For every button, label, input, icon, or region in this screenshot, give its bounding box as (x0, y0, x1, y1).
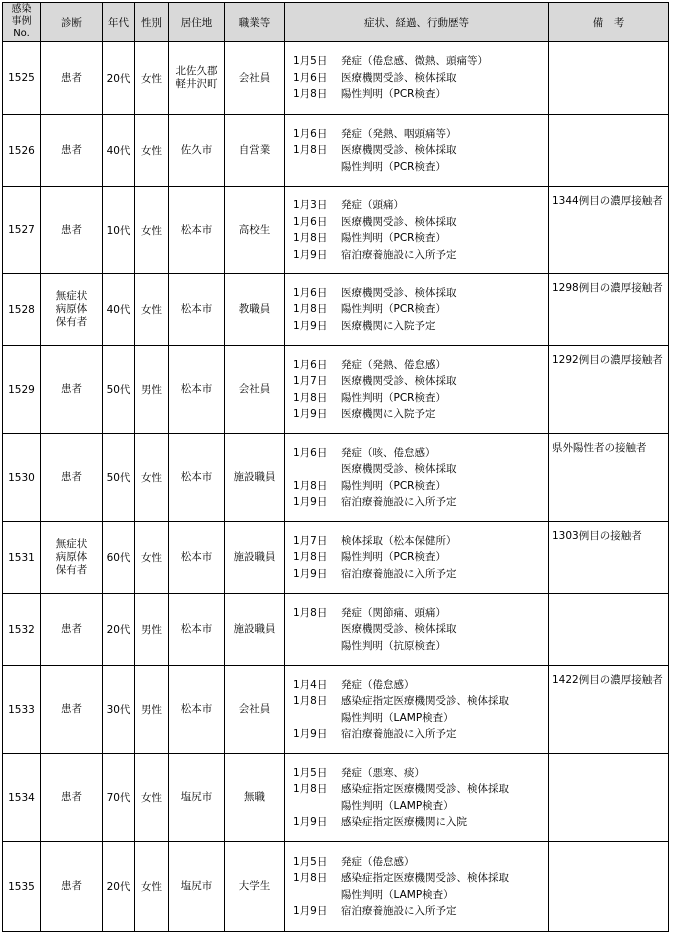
occupation-cell: 高校生 (225, 187, 285, 274)
residence-cell (169, 842, 225, 932)
event-date: 1月7日 (293, 534, 328, 547)
course-event (293, 461, 548, 478)
course-event (293, 854, 548, 871)
case-no-cell: 1534 (3, 754, 41, 842)
event-text: 陽性判明（PCR検査） (341, 551, 446, 564)
occupation-cell: 会社員 (225, 666, 285, 754)
case-no-cell: 1535 (3, 842, 41, 932)
header-occupation: 職業等 (225, 3, 285, 42)
case-no-cell: 1525 (3, 42, 41, 115)
diagnosis-line: 患者 (61, 223, 82, 236)
course-event (293, 549, 548, 566)
diagnosis-cell (41, 115, 103, 187)
occupation-cell: 教職員 (225, 274, 285, 346)
diagnosis-line: 病原体 (55, 551, 88, 563)
residence-line: 松本市 (180, 303, 213, 315)
notes-cell: 1292例目の濃厚接触者 (549, 346, 669, 434)
event-text: 医療機関受診、検体採取 (341, 144, 457, 157)
event-text: 発症（頭痛） (341, 199, 404, 211)
diagnosis-line: 患者 (61, 880, 82, 892)
course-cell (285, 115, 549, 187)
table-row (3, 522, 669, 594)
course-event (293, 247, 548, 264)
table-row (3, 274, 669, 346)
course-event (293, 621, 548, 638)
age-cell: 20代 (103, 842, 135, 932)
notes-cell (549, 754, 669, 842)
event-text: 宿泊療養施設に入所予定 (341, 728, 457, 740)
course-event (293, 677, 548, 694)
age-cell: 30代 (103, 666, 135, 754)
event-date (293, 798, 341, 815)
notes-cell (549, 594, 669, 666)
diagnosis-cell (41, 594, 103, 666)
notes-cell: 県外陽性者の接触者 (549, 434, 669, 522)
sex-cell: 女性 (135, 115, 169, 187)
event-date (293, 887, 341, 904)
age-cell: 70代 (103, 754, 135, 842)
event-date (293, 159, 341, 176)
age-cell: 40代 (103, 115, 135, 187)
age-cell: 20代 (103, 594, 135, 666)
event-text: 発症（発熱、倦怠感） (341, 358, 446, 371)
residence-line: 松本市 (180, 623, 213, 635)
notes-cell (549, 115, 669, 187)
event-text: 発症（咳、倦怠感） (341, 446, 436, 459)
event-date: 1月6日 (293, 127, 328, 140)
header-case-no-line: No. (13, 28, 30, 39)
case-no-cell: 1533 (3, 666, 41, 754)
sex-cell: 男性 (135, 666, 169, 754)
table-row (3, 594, 669, 666)
course-event (293, 605, 548, 622)
event-date: 1月9日 (293, 905, 328, 917)
event-text: 陽性判明（PCR検査） (341, 232, 446, 244)
header-residence: 居住地 (169, 3, 225, 42)
event-date: 1月8日 (293, 144, 328, 157)
event-text: 発症（関節痛、頭痛） (341, 606, 446, 619)
age-cell: 40代 (103, 274, 135, 346)
diagnosis-line: 無症状 (55, 538, 88, 550)
event-date: 1月3日 (293, 199, 328, 211)
sex-cell: 女性 (135, 187, 169, 274)
event-text: 陽性判明（LAMP検査） (341, 799, 454, 812)
residence-cell (169, 274, 225, 346)
header-sex: 性別 (135, 3, 169, 42)
sex-cell: 女性 (135, 434, 169, 522)
event-date: 1月4日 (293, 678, 328, 691)
event-date: 1月5日 (293, 55, 328, 68)
event-date: 1月8日 (293, 783, 328, 795)
course-event (293, 230, 548, 247)
event-text: 陽性判明（PCR検査） (341, 303, 446, 316)
diagnosis-cell (41, 42, 103, 115)
diagnosis-line: 保有者 (55, 316, 88, 328)
diagnosis-line: 患者 (61, 623, 82, 635)
residence-cell (169, 346, 225, 434)
occupation-cell: 施設職員 (225, 434, 285, 522)
course-event (293, 781, 548, 798)
course-cell (285, 522, 549, 594)
course-event (293, 814, 548, 831)
event-date: 1月6日 (293, 71, 328, 84)
event-date: 1月9日 (293, 248, 328, 261)
course-cell (285, 346, 549, 434)
header-case-no (3, 3, 41, 42)
course-event (293, 445, 548, 462)
diagnosis-line: 無症状 (55, 290, 88, 302)
event-date (293, 710, 341, 727)
course-cell (285, 754, 549, 842)
case-table (2, 2, 669, 932)
event-text: 陽性判明（LAMP検査） (341, 711, 454, 724)
age-cell: 10代 (103, 187, 135, 274)
residence-cell (169, 434, 225, 522)
event-date: 1月8日 (293, 551, 328, 564)
course-event (293, 870, 548, 887)
event-date: 1月6日 (293, 286, 328, 299)
diagnosis-line: 患者 (61, 471, 82, 483)
course-event (293, 390, 548, 407)
age-cell: 50代 (103, 346, 135, 434)
event-date: 1月5日 (293, 766, 328, 779)
case-no-cell: 1528 (3, 274, 41, 346)
header-age: 年代 (103, 3, 135, 42)
event-date: 1月5日 (293, 855, 328, 868)
table-row (3, 434, 669, 522)
course-cell (285, 434, 549, 522)
event-date: 1月9日 (293, 319, 328, 332)
residence-cell (169, 42, 225, 115)
sex-cell: 女性 (135, 42, 169, 115)
course-event (293, 406, 548, 423)
event-text: 医療機関受診、検体採取 (341, 215, 457, 228)
diagnosis-cell (41, 842, 103, 932)
event-text: 発症（倦怠感、微熱、頭痛等） (341, 55, 488, 68)
occupation-cell: 自営業 (225, 115, 285, 187)
event-text: 宿泊療養施設に入所予定 (341, 248, 457, 261)
diagnosis-cell (41, 666, 103, 754)
course-cell (285, 187, 549, 274)
diagnosis-line: 患者 (61, 791, 82, 803)
event-text: 陽性判明（PCR検査） (341, 160, 446, 173)
residence-line: 北佐久郡 (175, 65, 218, 77)
notes-cell (549, 42, 669, 115)
case-no-cell: 1529 (3, 346, 41, 434)
event-date (293, 638, 341, 655)
event-text: 発症（悪寒、痰） (341, 766, 425, 779)
notes-cell: 1298例目の濃厚接触者 (549, 274, 669, 346)
residence-cell (169, 666, 225, 754)
sex-cell: 女性 (135, 754, 169, 842)
course-event (293, 53, 548, 70)
course-event (293, 765, 548, 782)
event-date: 1月7日 (293, 375, 328, 387)
event-text: 医療機関受診、検体採取 (341, 463, 457, 475)
notes-cell (549, 842, 669, 932)
diagnosis-cell (41, 346, 103, 434)
course-event (293, 798, 548, 815)
course-event (293, 301, 548, 318)
event-text: 陽性判明（抗原検査） (341, 639, 446, 652)
table-row (3, 346, 669, 434)
case-no-cell: 1532 (3, 594, 41, 666)
course-event (293, 710, 548, 727)
event-date: 1月8日 (293, 88, 328, 101)
occupation-cell: 施設職員 (225, 522, 285, 594)
header-case-no-line: 事例 (11, 16, 32, 27)
event-text: 医療機関に入院予定 (341, 408, 436, 420)
occupation-cell: 施設職員 (225, 594, 285, 666)
residence-line: 軽井沢町 (175, 78, 218, 90)
course-event (293, 693, 548, 710)
residence-cell (169, 754, 225, 842)
course-event (293, 126, 548, 143)
case-no-cell: 1531 (3, 522, 41, 594)
event-date: 1月6日 (293, 215, 328, 228)
notes-cell: 1344例目の濃厚接触者 (549, 187, 669, 274)
diagnosis-cell (41, 274, 103, 346)
table-row (3, 666, 669, 754)
event-date: 1月8日 (293, 303, 328, 316)
course-event (293, 887, 548, 904)
sex-cell: 女性 (135, 842, 169, 932)
event-text: 感染症指定医療機関に入院 (341, 816, 467, 828)
course-event (293, 285, 548, 302)
event-text: 感染症指定医療機関受診、検体採取 (341, 872, 509, 884)
notes-cell: 1422例目の濃厚接触者 (549, 666, 669, 754)
diagnosis-cell (41, 434, 103, 522)
event-date: 1月8日 (293, 391, 328, 404)
case-no-cell: 1527 (3, 187, 41, 274)
event-text: 陽性判明（PCR検査） (341, 391, 446, 404)
course-event (293, 159, 548, 176)
case-no-cell: 1530 (3, 434, 41, 522)
occupation-cell: 会社員 (225, 42, 285, 115)
residence-line: 塩尻市 (180, 880, 213, 892)
sex-cell: 男性 (135, 594, 169, 666)
residence-line: 松本市 (180, 223, 213, 236)
case-no-cell: 1526 (3, 115, 41, 187)
diagnosis-line: 患者 (61, 71, 82, 84)
course-event (293, 70, 548, 87)
event-text: 医療機関受診、検体採取 (341, 623, 457, 636)
header-course: 症状、経過、行動歴等 (285, 3, 549, 42)
header-case-no-line: 感染 (11, 4, 32, 15)
course-cell (285, 274, 549, 346)
event-date (293, 621, 341, 638)
diagnosis-line: 患者 (61, 383, 82, 395)
event-date: 1月9日 (293, 567, 328, 580)
event-text: 発症（倦怠感） (341, 855, 415, 868)
course-event (293, 142, 548, 159)
event-date (293, 461, 341, 478)
residence-line: 松本市 (180, 383, 213, 395)
event-date: 1月8日 (293, 872, 328, 884)
header-notes: 備 考 (549, 3, 669, 42)
event-text: 陽性判明（PCR検査） (341, 479, 446, 492)
table-row (3, 115, 669, 187)
event-text: 医療機関受診、検体採取 (341, 71, 457, 84)
course-cell (285, 42, 549, 115)
event-text: 発症（倦怠感） (341, 678, 415, 691)
event-text: 宿泊療養施設に入所予定 (341, 905, 457, 917)
course-cell (285, 842, 549, 932)
residence-cell (169, 522, 225, 594)
diagnosis-line: 患者 (61, 144, 82, 156)
course-event (293, 478, 548, 495)
age-cell: 60代 (103, 522, 135, 594)
course-event (293, 903, 548, 920)
occupation-cell: 会社員 (225, 346, 285, 434)
event-date: 1月6日 (293, 446, 328, 459)
header-row (3, 3, 669, 42)
event-date: 1月8日 (293, 695, 328, 707)
event-text: 宿泊療養施設に入所予定 (341, 567, 457, 580)
event-text: 医療機関受診、検体採取 (341, 286, 457, 299)
event-text: 陽性判明（PCR検査） (341, 88, 446, 101)
event-text: 感染症指定医療機関受診、検体採取 (341, 783, 509, 795)
event-date: 1月9日 (293, 408, 328, 420)
notes-cell: 1303例目の接触者 (549, 522, 669, 594)
table-row (3, 754, 669, 842)
occupation-cell: 大学生 (225, 842, 285, 932)
header-diagnosis: 診断 (41, 3, 103, 42)
table-row (3, 187, 669, 274)
residence-line: 松本市 (180, 703, 213, 715)
occupation-cell: 無職 (225, 754, 285, 842)
course-event (293, 86, 548, 103)
event-date: 1月8日 (293, 232, 328, 244)
course-event (293, 197, 548, 214)
diagnosis-cell (41, 754, 103, 842)
event-date: 1月8日 (293, 606, 328, 619)
residence-line: 塩尻市 (180, 791, 213, 803)
residence-line: 松本市 (180, 471, 213, 483)
diagnosis-cell (41, 187, 103, 274)
course-cell (285, 594, 549, 666)
sex-cell: 男性 (135, 346, 169, 434)
residence-line: 松本市 (180, 551, 213, 563)
residence-cell (169, 594, 225, 666)
sex-cell: 女性 (135, 522, 169, 594)
diagnosis-cell (41, 522, 103, 594)
course-event (293, 214, 548, 231)
event-date: 1月8日 (293, 479, 328, 492)
age-cell: 50代 (103, 434, 135, 522)
event-text: 検体採取（松本保健所） (341, 534, 457, 547)
event-text: 陽性判明（LAMP検査） (341, 888, 454, 901)
event-text: 医療機関受診、検体採取 (341, 375, 457, 387)
diagnosis-line: 病原体 (55, 303, 88, 315)
diagnosis-line: 患者 (61, 703, 82, 715)
diagnosis-line: 保有者 (55, 564, 88, 576)
age-cell: 20代 (103, 42, 135, 115)
table-row (3, 42, 669, 115)
event-date: 1月6日 (293, 358, 328, 371)
event-date: 1月9日 (293, 496, 328, 508)
event-date: 1月9日 (293, 728, 328, 740)
course-event (293, 318, 548, 335)
course-event (293, 357, 548, 374)
course-event (293, 533, 548, 550)
course-event (293, 494, 548, 511)
course-event (293, 566, 548, 583)
course-event (293, 638, 548, 655)
residence-cell (169, 115, 225, 187)
residence-cell (169, 187, 225, 274)
event-text: 感染症指定医療機関受診、検体採取 (341, 695, 509, 707)
residence-line: 佐久市 (180, 144, 213, 156)
course-cell (285, 666, 549, 754)
course-event (293, 373, 548, 390)
event-text: 発症（発熱、咽頭痛等） (341, 127, 457, 140)
event-text: 宿泊療養施設に入所予定 (341, 496, 457, 508)
event-text: 医療機関に入院予定 (341, 319, 436, 332)
event-date: 1月9日 (293, 816, 328, 828)
course-event (293, 726, 548, 743)
sex-cell: 女性 (135, 274, 169, 346)
table-row (3, 842, 669, 932)
